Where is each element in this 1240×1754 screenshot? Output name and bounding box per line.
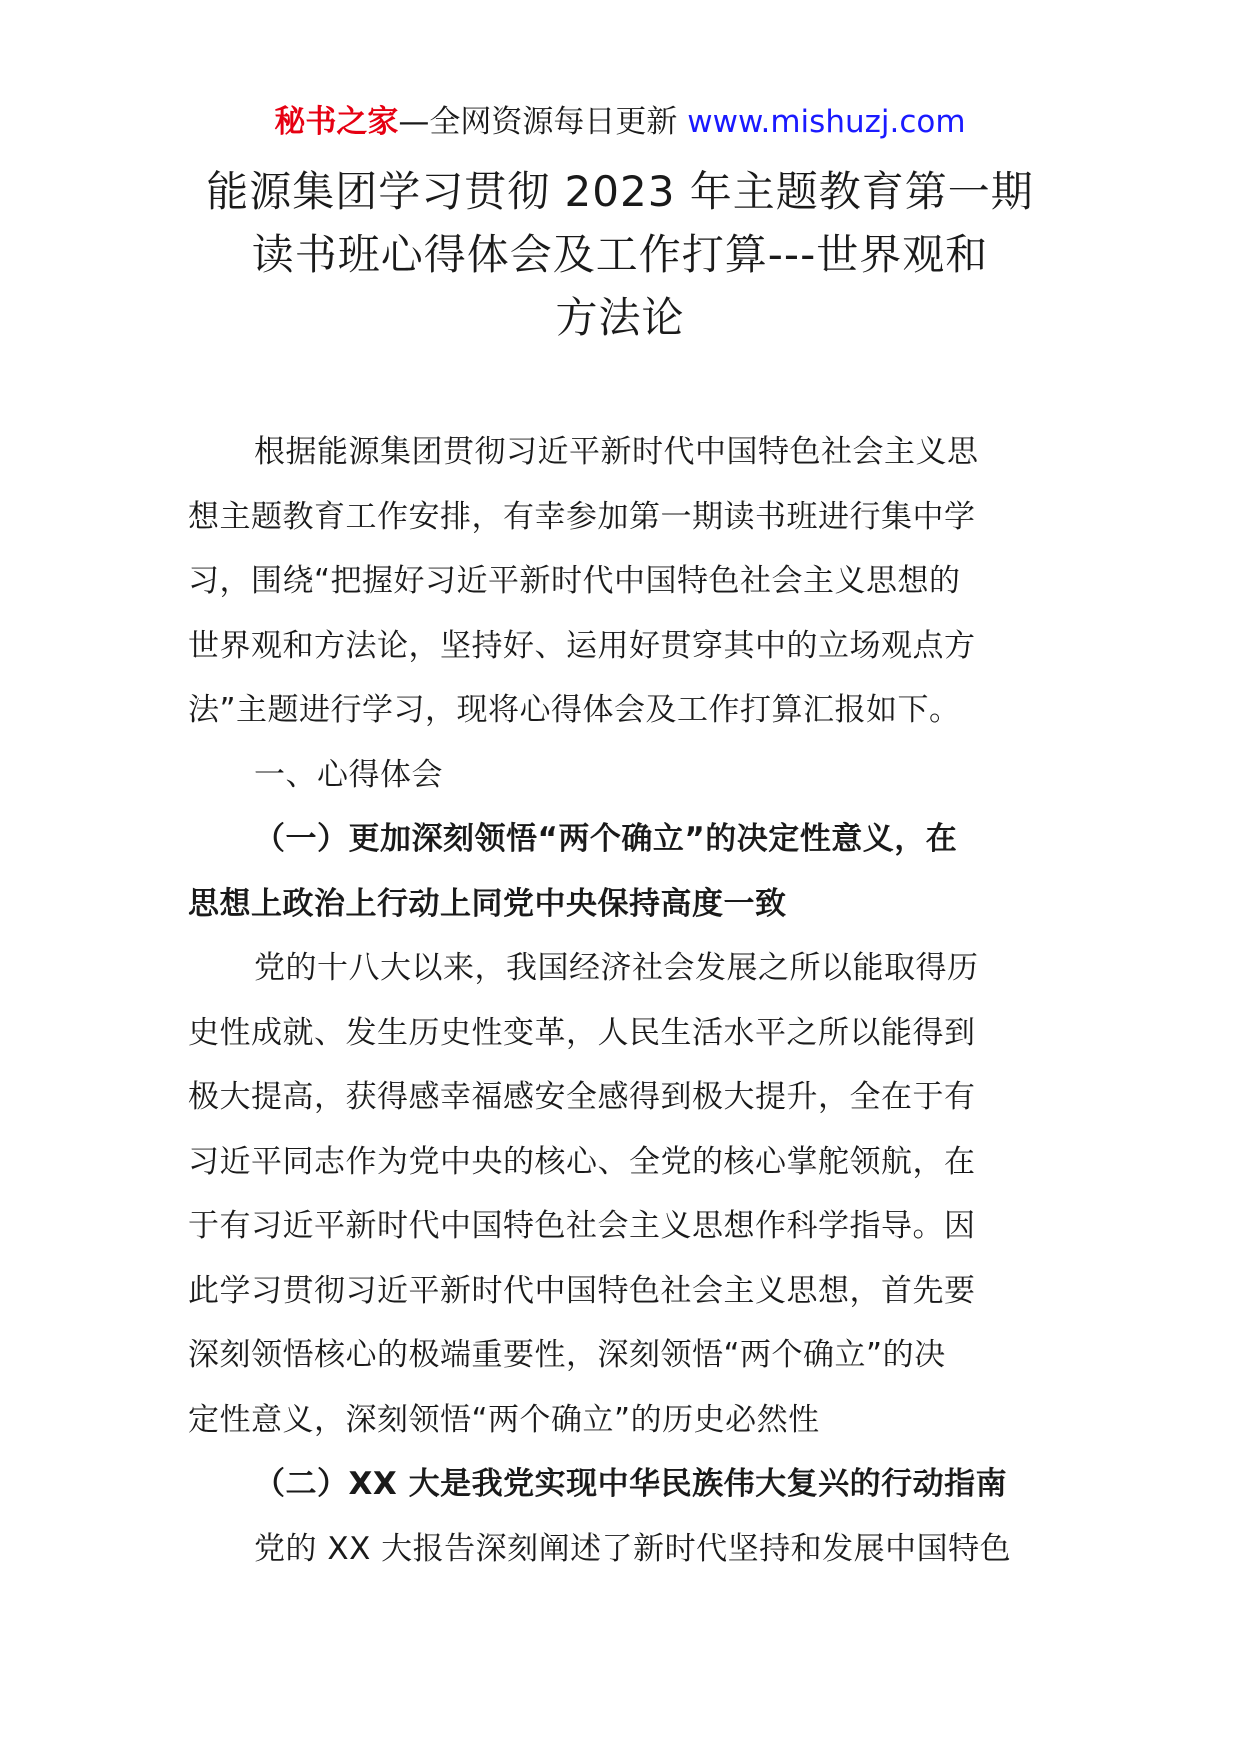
paragraph-line: 世界观和方法论，坚持好、运用好贯穿其中的立场观点方 (188, 627, 976, 664)
paragraph-line: 想主题教育工作安排，有幸参加第一期读书班进行集中学 (188, 498, 976, 535)
subsection-heading: （一）更加深刻领悟“两个确立”的决定性意义，在 (254, 821, 958, 857)
paragraph-line: 深刻领悟核心的极端重要性，深刻领悟“两个确立”的决 (188, 1337, 946, 1373)
document-body (188, 420, 1053, 1581)
paragraph-line: 习，围绕“把握好习近平新时代中国特色社会主义思想的 (188, 563, 961, 599)
paragraph-line: 极大提高，获得感幸福感安全感得到极大提升，全在于有 (188, 1079, 976, 1115)
paragraph-line: 此学习贯彻习近平新时代中国特色社会主义思想，首先要 (188, 1272, 976, 1309)
paragraph-line: 定性意义，深刻领悟“两个确立”的历史必然性 (188, 1401, 820, 1438)
paragraph-line: 于有习近平新时代中国特色社会主义思想作科学指导。因 (188, 1208, 976, 1244)
document-title (150, 160, 1090, 349)
paragraph-line: 根据能源集团贯彻习近平新时代中国特色社会主义思 (254, 434, 979, 470)
subsection-heading: 思想上政治上行动上同党中央保持高度一致 (188, 885, 787, 922)
subsection-heading: （二）XX 大是我党实现中华民族伟大复兴的行动指南 (254, 1466, 1008, 1502)
paragraph-line: 习近平同志作为党中央的核心、全党的核心掌舵领航，在 (188, 1143, 976, 1180)
section-heading: 一、心得体会 (254, 756, 443, 793)
title-line: 读书班心得体会及工作打算---世界观和 (251, 230, 989, 279)
brand-name: 秘书之家 (274, 104, 399, 140)
header-tagline: —全网资源每日更新 (398, 104, 678, 140)
site-header (0, 100, 1240, 144)
paragraph-line: 史性成就、发生历史性变革，人民生活水平之所以能得到 (188, 1014, 976, 1051)
paragraph-line: 法”主题进行学习，现将心得体会及工作打算汇报如下。 (188, 692, 961, 728)
paragraph-line: 党的 XX 大报告深刻阐述了新时代坚持和发展中国特色 (254, 1530, 1012, 1567)
paragraph-line: 党的十八大以来，我国经济社会发展之所以能取得历 (254, 950, 979, 986)
site-url-link[interactable]: www.mishuzj.com (687, 104, 966, 140)
title-line: 能源集团学习贯彻 2023 年主题教育第一期 (206, 167, 1034, 216)
title-line: 方法论 (555, 293, 685, 342)
